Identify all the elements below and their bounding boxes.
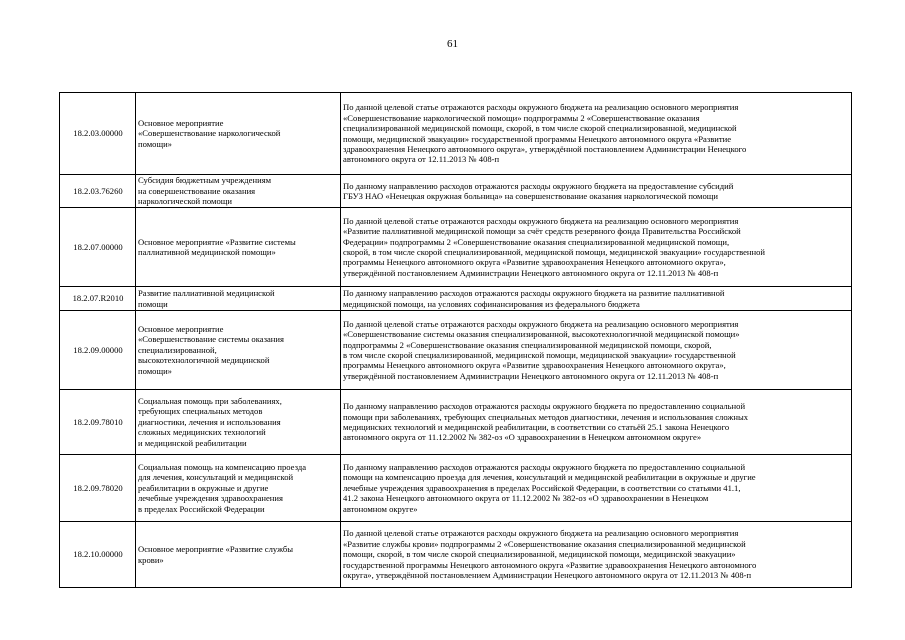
target-article-description: По данной целевой статье отражаются расходы окружного бюджета на реализацию основного мероприятия «Развитие службы крови» подпрограммы 2 «Совершенствование оказания специализированной медицинской помощи, скорой, в том числе скорой специализированной, медицинской помощи, медицинской эвакуации» государственной программы Ненецкого автономного округа «Развитие здравоохранения Ненецкого автономного округа», утверждённой постановлением Администрации Ненецкого автономного округа от 12.11.2013 № 408-п	[341, 522, 852, 588]
table-row	[60, 93, 852, 175]
table-row	[60, 208, 852, 287]
target-article-code: 18.2.10.00000	[60, 522, 136, 588]
budget-classification-table	[59, 92, 852, 588]
target-article-code: 18.2.09.00000	[60, 311, 136, 390]
table-row	[60, 522, 852, 588]
target-article-name: Социальная помощь при заболеваниях, требующих специальных методов диагностики, лечения и использования сложных медицинских технологий и медицинской реабилитации	[136, 390, 341, 455]
table-row	[60, 455, 852, 522]
target-article-name: Основное мероприятие «Развитие системы паллиативной медицинской помощи»	[136, 208, 341, 287]
target-article-code: 18.2.09.78020	[60, 455, 136, 522]
target-article-description: По данному направлению расходов отражаются расходы окружного бюджета по предоставлению социальной помощи на компенсацию проезда для лечения, консультаций и медицинской реабилитации в окружные и другие лечебные учреждения здравоохранения в пределах Российской Федерации, в соответствии со статьями 41.1, 41.2 закона Ненецкого автономного округа от 11.12.2002 № 382-оз «О здравоохранении в Ненецком автономном округе»	[341, 455, 852, 522]
target-article-name: Субсидия бюджетным учреждениям на совершенствование оказания наркологической помощи	[136, 175, 341, 208]
target-article-description: По данному направлению расходов отражаются расходы окружного бюджета по предоставлению социальной помощи при заболеваниях, требующих специальных методов диагностики, лечения и использования сложных медицинских технологий и медицинской реабилитации, в соответствии со статьёй 25.1 закона Ненецкого автономного округа от 11.12.2002 № 382-оз «О здравоохранении в Ненецком автономном округе»	[341, 390, 852, 455]
target-article-name: Социальная помощь на компенсацию проезда для лечения, консультаций и медицинской реабилитации в окружные и другие лечебные учреждения здравоохранения в пределах Российской Федерации	[136, 455, 341, 522]
target-article-description: По данному направлению расходов отражаются расходы окружного бюджета на развитие паллиативной медицинской помощи, на условиях софинансирования из федерального бюджета	[341, 287, 852, 311]
target-article-code: 18.2.03.76260	[60, 175, 136, 208]
target-article-code: 18.2.07.00000	[60, 208, 136, 287]
target-article-code: 18.2.07.R2010	[60, 287, 136, 311]
table-row	[60, 311, 852, 390]
target-article-description: По данной целевой статье отражаются расходы окружного бюджета на реализацию основного мероприятия «Совершенствование системы оказания специализированной, высокотехнологичной медицинской помощи» подпрограммы 2 «Совершенствование оказания специализированной медицинской помощи, скорой, в том числе скорой специализированной, медицинской помощи, медицинской эвакуации» государственной программы Ненецкого автономного округа «Развитие здравоохранения Ненецкого автономного округа», утверждённой постановлением Администрации Ненецкого автономного округа от 12.11.2013 № 408-п	[341, 311, 852, 390]
target-article-code: 18.2.03.00000	[60, 93, 136, 175]
page-number: 61	[447, 38, 458, 50]
target-article-code: 18.2.09.78010	[60, 390, 136, 455]
table-row	[60, 390, 852, 455]
target-article-name: Основное мероприятие «Совершенствование наркологической помощи»	[136, 93, 341, 175]
target-article-name: Основное мероприятие «Совершенствование системы оказания специализированной, высокотехнологичной медицинской помощи»	[136, 311, 341, 390]
target-article-name: Развитие паллиативной медицинской помощи	[136, 287, 341, 311]
target-article-description: По данной целевой статье отражаются расходы окружного бюджета на реализацию основного мероприятия «Развитие паллиативной медицинской помощи за счёт средств резервного фонда Правительства Российской Федерации» подпрограммы 2 «Совершенствование оказания специализированной медицинской помощи, скорой, в том числе скорой специализированной, медицинской помощи, медицинской эвакуации» государственной программы Ненецкого автономного округа «Развитие здравоохранения Ненецкого автономного округа», утверждённой постановлением Администрации Ненецкого автономного округа от 12.11.2013 № 408-п	[341, 208, 852, 287]
table-row	[60, 287, 852, 311]
target-article-name: Основное мероприятие «Развитие службы крови»	[136, 522, 341, 588]
table-row	[60, 175, 852, 208]
target-article-description: По данному направлению расходов отражаются расходы окружного бюджета на предоставление субсидий ГБУЗ НАО «Ненецкая окружная больница» на совершенствование оказания наркологической помощи	[341, 175, 852, 208]
target-article-description: По данной целевой статье отражаются расходы окружного бюджета на реализацию основного мероприятия «Совершенствование наркологической помощи» подпрограммы 2 «Совершенствование оказания специализированной медицинской помощи, скорой, в том числе скорой специализированной, медицинской помощи, медицинской эвакуации» государственной программы Ненецкого автономного округа «Развитие здравоохранения Ненецкого автономного округа», утверждённой постановлением Администрации Ненецкого автономного округа от 12.11.2013 № 408-п	[341, 93, 852, 175]
